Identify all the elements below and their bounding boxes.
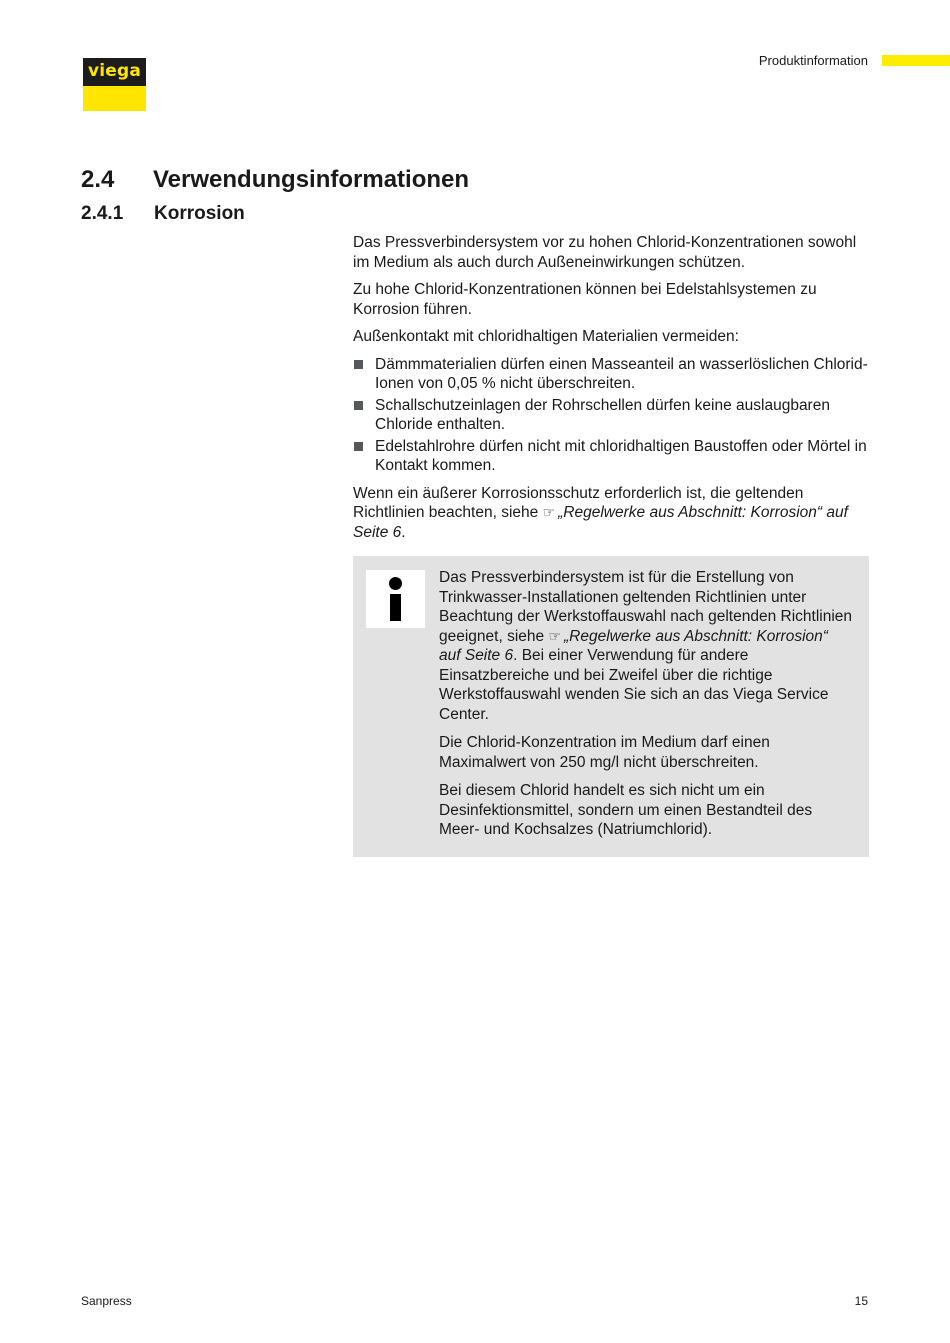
info-box	[353, 556, 869, 857]
info-icon-dot	[389, 577, 402, 590]
pointing-hand-icon: ☞	[542, 504, 556, 520]
body-content	[353, 233, 869, 857]
paragraph	[353, 484, 869, 543]
list-item	[353, 437, 869, 476]
info-paragraph: Die Chlorid-Konzentration im Medium darf einen Maximalwert von 250 mg/l nicht überschreiten.	[439, 734, 770, 771]
subsection-heading	[81, 202, 245, 226]
header-accent-bar	[882, 55, 950, 66]
list-item-text: Schallschutzeinlagen der Rohrschellen dürfen keine auslaugbaren Chloride enthalten.	[375, 396, 830, 433]
viega-logo	[83, 58, 146, 111]
info-paragraph	[439, 568, 853, 724]
info-icon-stem	[390, 594, 401, 621]
paragraph: Das Pressverbindersystem vor zu hohen Chlorid-Konzentrationen sowohl im Medium als auch durch Außeneinwirkungen schützen.	[353, 234, 857, 271]
square-bullet-icon	[354, 401, 363, 410]
list-item	[353, 396, 869, 435]
paragraph-text: .	[401, 523, 406, 541]
cross-reference-text: „Regelwerke aus Abschnitt: Korrosion“ auf Seite 6	[439, 627, 828, 664]
square-bullet-icon	[354, 360, 363, 369]
info-paragraph-text: Das Pressverbindersystem ist für die Erstellung von Trinkwasser-Installationen geltenden Richtlinien unter Beachtung der Werkstoffauswahl nach geltenden Richtlinien geeignet, siehe	[439, 569, 853, 645]
square-bullet-icon	[354, 442, 363, 451]
logo-wordmark: viega	[83, 58, 146, 86]
logo-yellow-block	[83, 86, 146, 111]
paragraph-text: Wenn ein äußerer Korrosionsschutz erforderlich ist, die geltenden Richtlinien beachten, siehe	[353, 484, 804, 521]
subsection-number: 2.4.1	[81, 203, 124, 224]
paragraph: Außenkontakt mit chloridhaltigen Materialien vermeiden:	[353, 328, 739, 345]
pointing-hand-icon: ☞	[548, 627, 562, 644]
section-heading	[81, 165, 469, 195]
subsection-title: Korrosion	[154, 203, 245, 224]
list-item-text: Dämmmaterialien dürfen einen Masseanteil an wasserlöslichen Chlorid-Ionen von 0,05 % nicht überschreiten.	[375, 355, 868, 392]
footer-page-number: 15	[854, 1294, 868, 1308]
list-item-text: Edelstahlrohre dürfen nicht mit chloridhaltigen Baustoffen oder Mörtel in Kontakt kommen.	[375, 437, 867, 474]
cross-reference-text: „Regelwerke aus Abschnitt: Korrosion“ auf Seite 6	[353, 504, 848, 541]
bullet-list	[353, 355, 869, 476]
footer-product-name: Sanpress	[81, 1294, 132, 1308]
paragraph: Zu hohe Chlorid-Konzentrationen können bei Edelstahlsystemen zu Korrosion führen.	[353, 281, 817, 318]
list-item	[353, 355, 869, 394]
section-title: Verwendungsinformationen	[153, 166, 470, 193]
header-label: Produktinformation	[758, 53, 868, 68]
info-icon	[366, 570, 425, 628]
info-paragraph-text: . Bei einer Verwendung für andere Einsatzbereiche und bei Zweifel über die richtige Werkstoffauswahl wenden Sie sich an das Viega Service Center.	[439, 647, 829, 723]
section-number: 2.4	[81, 166, 115, 193]
info-paragraph: Bei diesem Chlorid handelt es sich nicht um ein Desinfektionsmittel, sondern um einen Bestandteil des Meer- und Kochsalzes (Natriumchlorid).	[439, 782, 813, 838]
